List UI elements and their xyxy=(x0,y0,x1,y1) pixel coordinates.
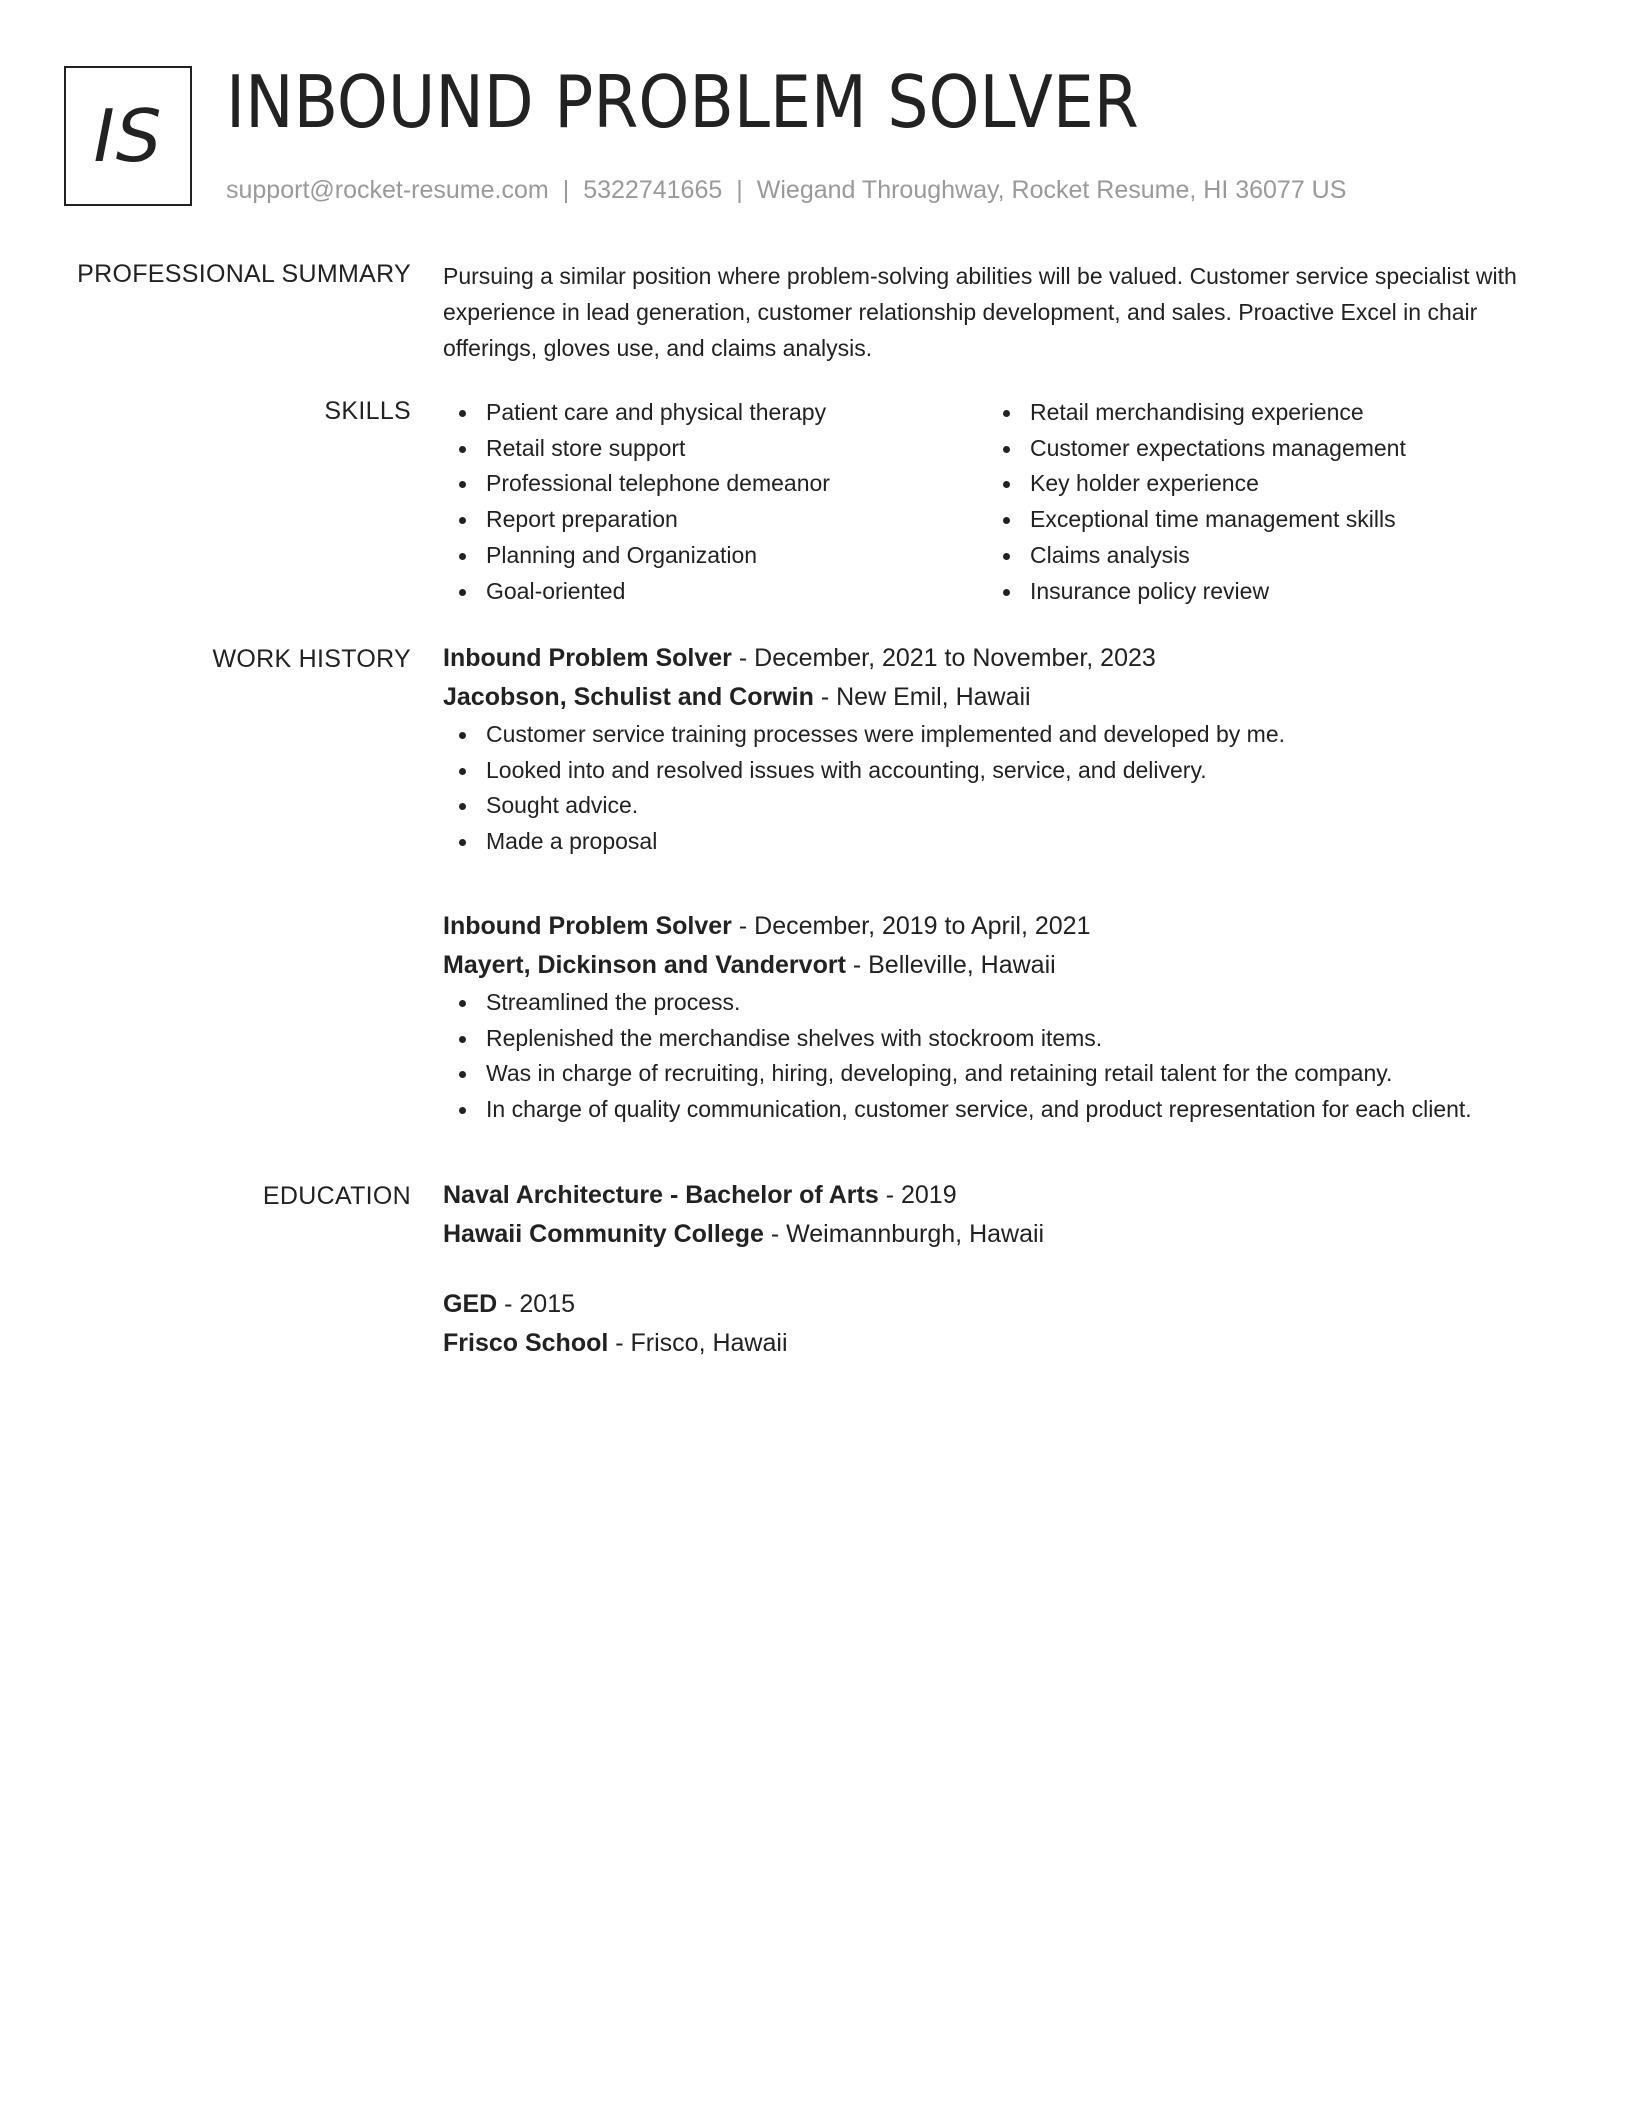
job-location: - Belleville, Hawaii xyxy=(845,951,1056,979)
contact-email: support@rocket-resume.com xyxy=(226,176,549,204)
contact-line xyxy=(226,174,1346,206)
job-title-line xyxy=(443,639,1563,678)
job-title-line xyxy=(443,907,1563,946)
job-duty: Customer service training processes were implemented and developed by me. xyxy=(443,717,1563,753)
education-year: - 2015 xyxy=(497,1290,576,1318)
summary-heading: PROFESSIONAL SUMMARY xyxy=(77,260,411,288)
skill-item: Retail merchandising experience xyxy=(987,395,1531,431)
job-dates: - December, 2021 to November, 2023 xyxy=(731,644,1156,672)
skills-heading: SKILLS xyxy=(324,397,411,425)
skill-item: Report preparation xyxy=(443,502,987,538)
candidate-name: INBOUND PROBLEM SOLVER xyxy=(226,60,1139,144)
contact-separator: | xyxy=(562,176,570,204)
job-company-line xyxy=(443,678,1563,717)
education-entry xyxy=(443,1176,1563,1254)
skill-item: Patient care and physical therapy xyxy=(443,395,987,431)
job-location: - New Emil, Hawaii xyxy=(813,683,1031,711)
job-entry xyxy=(443,639,1563,860)
education-entry xyxy=(443,1285,1563,1363)
education-location: - Weimannburgh, Hawaii xyxy=(763,1220,1045,1248)
education-school: Frisco School xyxy=(443,1329,609,1357)
job-duty: Replenished the merchandise shelves with stockroom items. xyxy=(443,1021,1563,1057)
job-role: Inbound Problem Solver xyxy=(443,644,732,672)
education-degree: Naval Architecture - Bachelor of Arts xyxy=(443,1181,879,1209)
job-duty: Looked into and resolved issues with accounting, service, and delivery. xyxy=(443,753,1563,789)
monogram-box xyxy=(64,66,192,206)
monogram-initials: IS xyxy=(93,94,163,178)
skill-item: Exceptional time management skills xyxy=(987,502,1531,538)
job-duty: Streamlined the process. xyxy=(443,985,1563,1021)
skill-item: Goal-oriented xyxy=(443,574,987,610)
skill-item: Retail store support xyxy=(443,431,987,467)
job-duties xyxy=(443,717,1563,860)
job-duty: Made a proposal xyxy=(443,824,1563,860)
contact-separator: | xyxy=(736,176,743,204)
job-duty: Was in charge of recruiting, hiring, developing, and retaining retail talent for the company. xyxy=(443,1056,1563,1092)
job-entry xyxy=(443,907,1563,1128)
work-heading: WORK HISTORY xyxy=(212,645,411,673)
contact-phone: 5322741665 xyxy=(583,176,723,204)
education-degree-line xyxy=(443,1176,1563,1215)
job-dates: - December, 2019 to April, 2021 xyxy=(731,912,1091,940)
contact-address: Wiegand Throughway, Rocket Resume, HI 36077 US xyxy=(756,176,1347,204)
summary-text: Pursuing a similar position where problem-solving abilities will be valued. Customer service specialist with experience in lead generation, customer relationship development, and sales. Proactive Excel in chair offerings, gloves use, and claims analysis. xyxy=(443,263,1517,361)
skill-item: Insurance policy review xyxy=(987,574,1531,610)
skill-item: Customer expectations management xyxy=(987,431,1531,467)
skill-item: Key holder experience xyxy=(987,466,1531,502)
job-role: Inbound Problem Solver xyxy=(443,912,732,940)
job-duty: In charge of quality communication, customer service, and product representation for each client. xyxy=(443,1092,1563,1128)
job-duty: Sought advice. xyxy=(443,788,1563,824)
education-heading: EDUCATION xyxy=(262,1182,411,1210)
skill-item: Claims analysis xyxy=(987,538,1531,574)
job-company: Mayert, Dickinson and Vandervort xyxy=(443,951,846,979)
skills-list-right xyxy=(987,395,1531,609)
education-degree-line xyxy=(443,1285,1563,1324)
job-company-line xyxy=(443,946,1563,985)
education-degree: GED xyxy=(443,1290,498,1318)
education-school: Hawaii Community College xyxy=(443,1220,764,1248)
skill-item: Planning and Organization xyxy=(443,538,987,574)
job-company: Jacobson, Schulist and Corwin xyxy=(443,683,814,711)
skills-list-left xyxy=(443,395,987,609)
education-school-line xyxy=(443,1324,1563,1363)
education-year: - 2019 xyxy=(878,1181,957,1209)
skill-item: Professional telephone demeanor xyxy=(443,466,987,502)
education-school-line xyxy=(443,1215,1563,1254)
education-location: - Frisco, Hawaii xyxy=(608,1329,788,1357)
job-duties xyxy=(443,985,1563,1128)
